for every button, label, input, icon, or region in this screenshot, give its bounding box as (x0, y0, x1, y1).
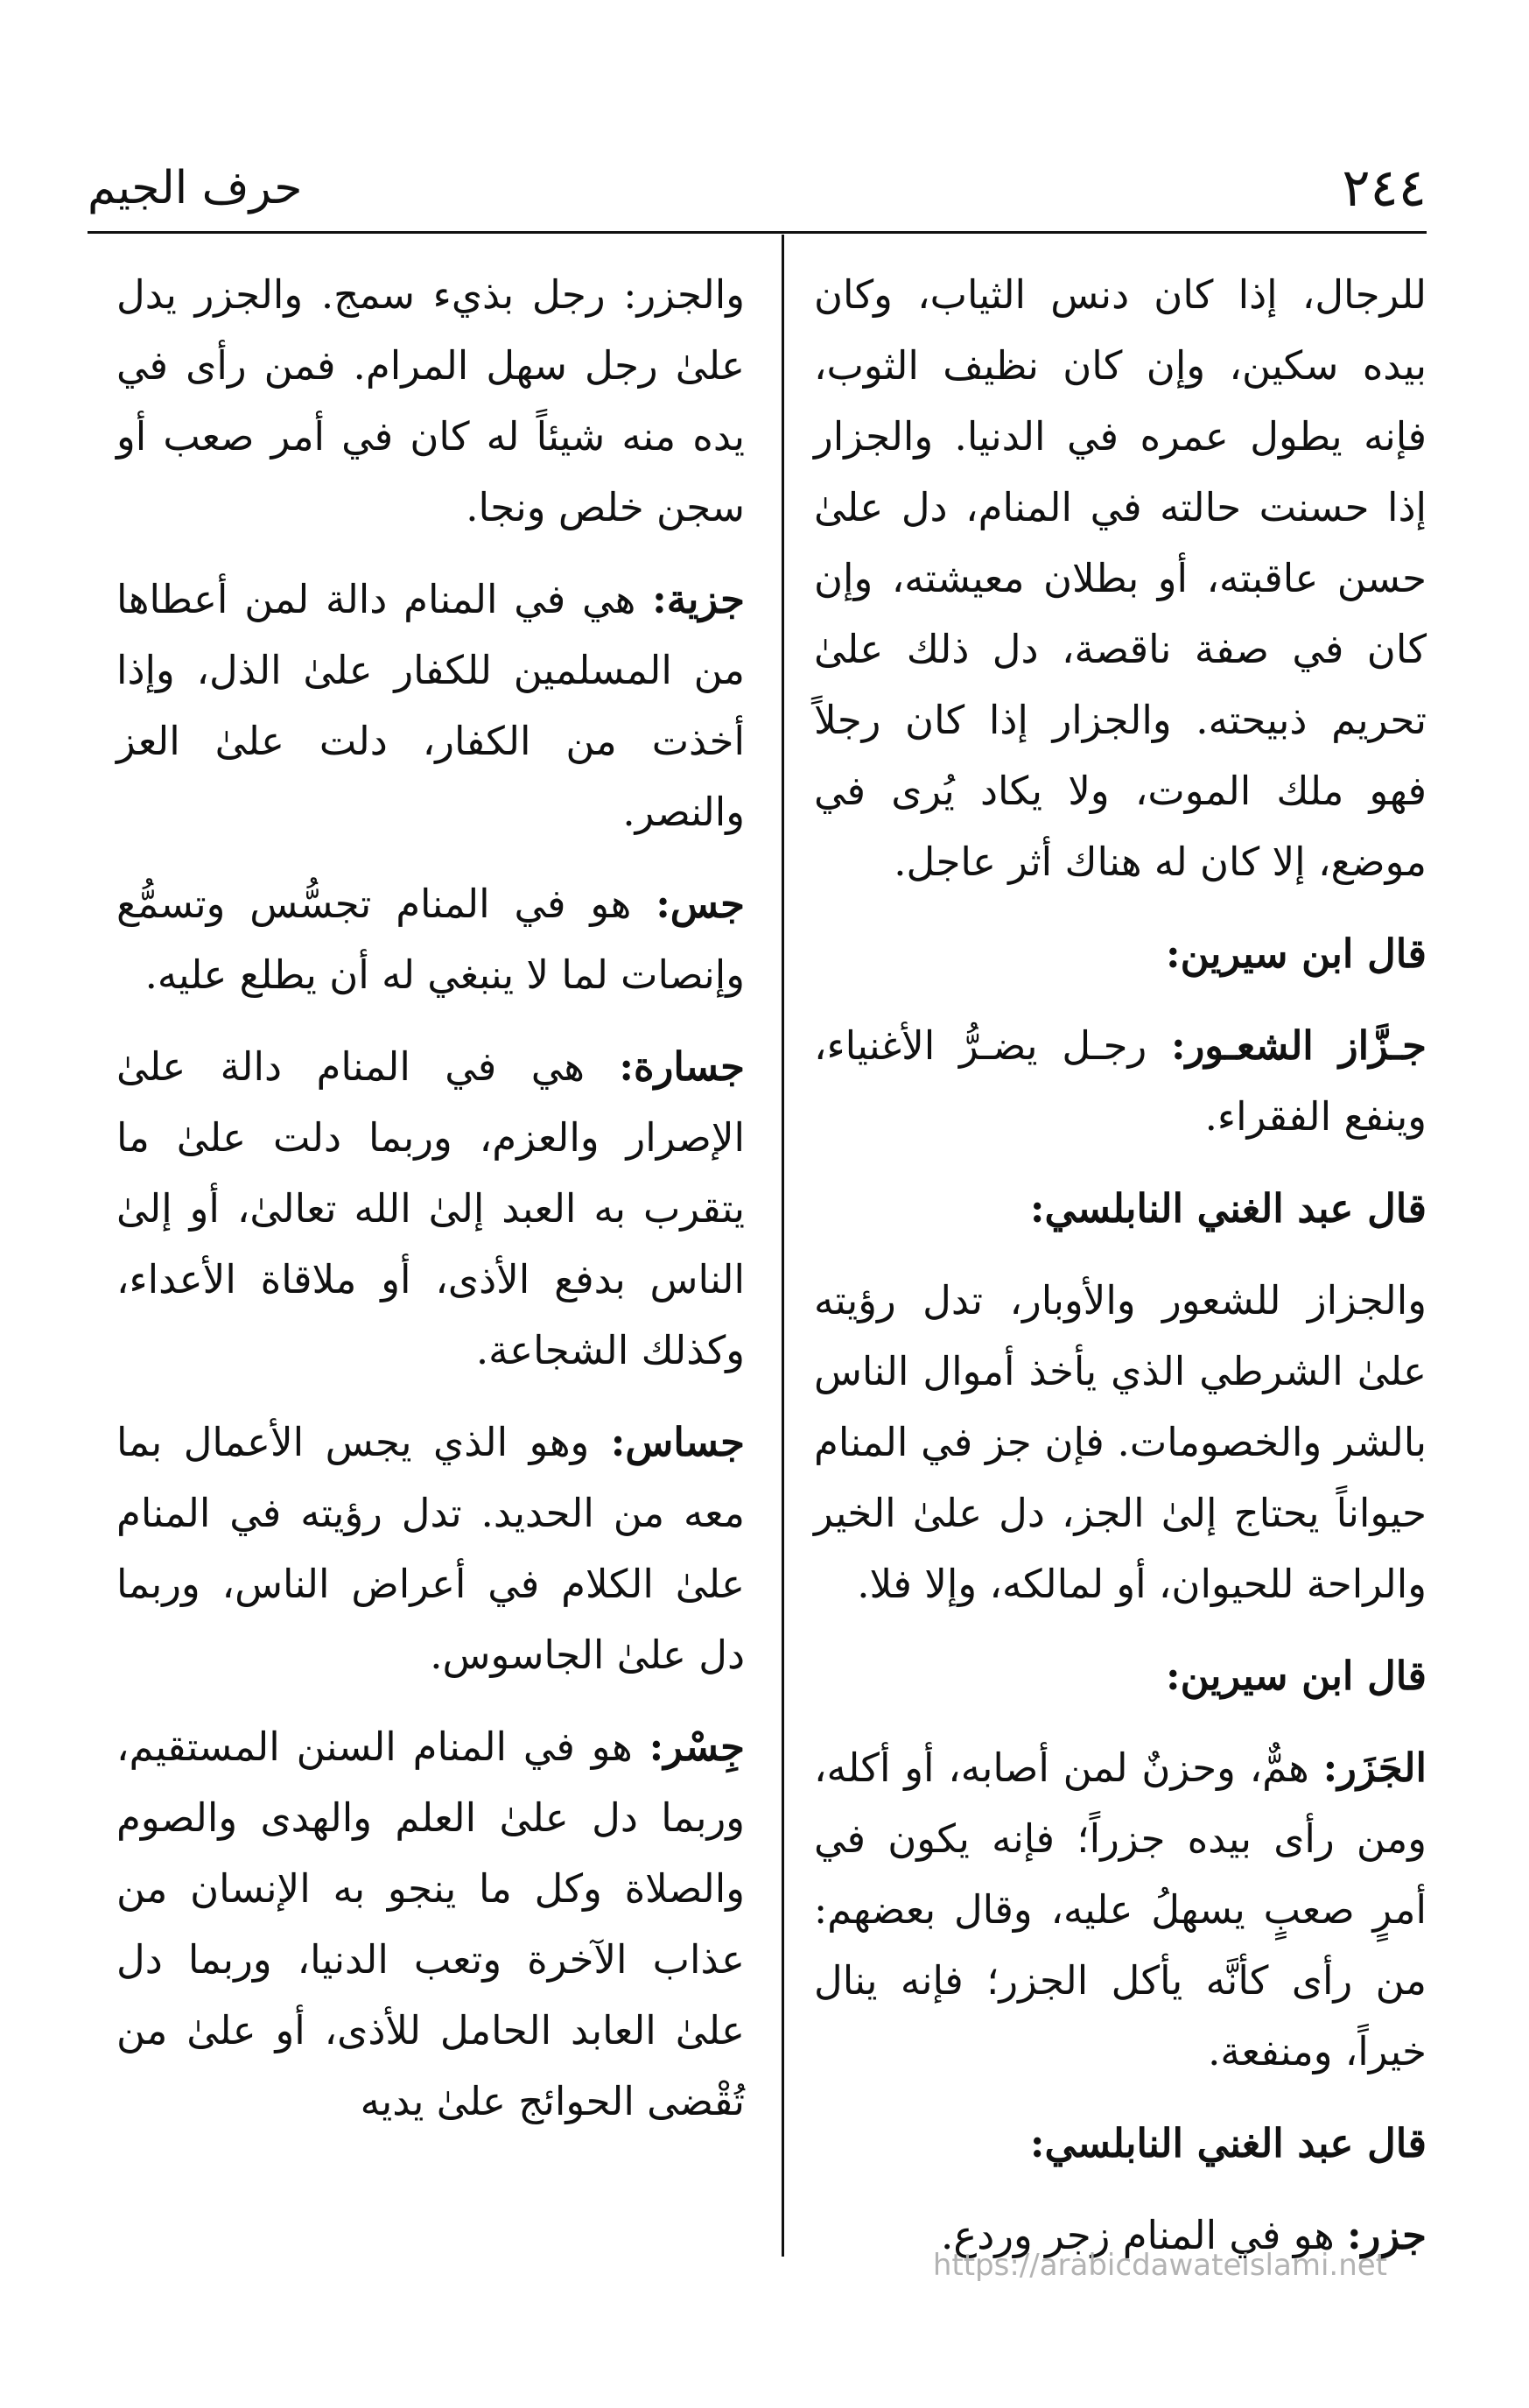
entry (116, 1407, 745, 1690)
entry-headword: جسارة: (619, 1043, 745, 1090)
entry-headword: جس: (656, 881, 745, 927)
watermark-url: https://arabicdawateislami.net (932, 2248, 1387, 2283)
right-column (814, 259, 1427, 2292)
entry (116, 868, 745, 1010)
paragraph-text: والجزر: رجل بذيء سمج. والجزر يدل علىٰ رجل سهل المرام. فمن رأى في يده منه شيئاً له كان في أمر صعب أو سجن خلص ونجا. (116, 271, 745, 530)
paragraph (116, 259, 745, 543)
entry (814, 1010, 1427, 1152)
entry (814, 1732, 1427, 2087)
entry-headword: جِسْر: (649, 1724, 745, 1770)
entry (116, 1031, 745, 1386)
entry-text: هو في المنام تجسُّس وتسمُّع وإنصات لما لا ينبغي له أن يطلع عليه. (116, 881, 745, 998)
entry-text: همٌّ، وحزنٌ لمن أصابه، أو أكله، ومن رأى بيده جزراً؛ فإنه يكون في أمرٍ صعبٍ يسهلُ عليه، وقال بعضهم: من رأى كأنَّه يأكل الجزر؛ فإنه ينال خيراً، ومنفعة. (814, 1745, 1427, 2075)
paragraph (814, 1265, 1427, 1619)
entry-text: وهو الذي يجس الأعمال بما معه من الحديد. تدل رؤيته في المنام علىٰ الكلام في أعراض الناس، وربما دل علىٰ الجاسوس. (116, 1419, 745, 1678)
attribution: قال عبد الغني النابلسي: (1029, 1185, 1427, 1232)
entry-headword: الجَزَر: (1322, 1745, 1427, 1791)
paragraph (814, 259, 1427, 897)
paragraph-text: للرجال، إذا كان دنس الثياب، وكان بيده سكين، وإن كان نظيف الثوب، فإنه يطول عمره في الدنيا. والجزار إذا حسنت حالته في المنام، دل علىٰ حسن عاقبته، أو بطلان معيشته، وإن كان في صفة ناقصة، دل ذلك علىٰ تحريم ذبيحته. والجزار إذا كان رجلاً فهو ملك الموت، ولا يكاد يُرى في موضع، إلا كان له هناك أثر عاجل. (814, 271, 1427, 885)
entry (116, 1711, 745, 2137)
page-header (88, 158, 1427, 226)
header-rule (88, 231, 1427, 234)
entry-text: هي في المنام دالة علىٰ الإصرار والعزم، وربما دلت علىٰ ما يتقرب به العبد إلىٰ الله تعالىٰ، أو إلىٰ الناس بدفع الأذى، أو ملاقاة الأعداء، وكذلك الشجاعة. (116, 1043, 745, 1373)
running-title: حرف الجيم (88, 162, 303, 214)
entry-text: هو في المنام السنن المستقيم، وربما دل علىٰ العلم والهدى والصوم والصلاة وكل ما ينجو به الإنسان من عذاب الآخرة وتعب الدنيا، وربما دل علىٰ العابد الحامل للأذى، أو علىٰ من تُقْضى الحوائج علىٰ يديه (116, 1724, 745, 2124)
entry (116, 564, 745, 847)
attribution: قال ابن سيرين: (1165, 930, 1427, 977)
entry-headword: جـزَّاز الشعـور: (1170, 1022, 1427, 1069)
entry-text: هو في المنام زجر وردع. (941, 2212, 1335, 2258)
page-number: ٢٤٤ (1342, 158, 1427, 219)
entry-headword: جساس: (610, 1419, 745, 1465)
column-divider (782, 235, 784, 2257)
left-column (116, 259, 745, 2158)
entry-text: هي في المنام دالة لمن أعطاها من المسلمين للكفار علىٰ الذل، وإذا أخذت من الكفار، دلت علىٰ العز والنصر. (116, 576, 745, 835)
entry-headword: جزر: (1347, 2212, 1427, 2258)
paragraph-text: والجزاز للشعور والأوبار، تدل رؤيته علىٰ الشرطي الذي يأخذ أموال الناس بالشر والخصومات. فإن جز في المنام حيواناً يحتاج إلىٰ الجز، دل علىٰ الخير والراحة للحيوان، أو لمالكه، وإلا فلا. (814, 1277, 1427, 1607)
entry-text: رجـل يضـرُّ الأغنياء، وينفع الفقراء. (814, 1022, 1427, 1140)
attribution: قال ابن سيرين: (1165, 1653, 1427, 1699)
entry-headword: جزية: (652, 576, 745, 622)
attribution: قال عبد الغني النابلسي: (1029, 2120, 1427, 2166)
